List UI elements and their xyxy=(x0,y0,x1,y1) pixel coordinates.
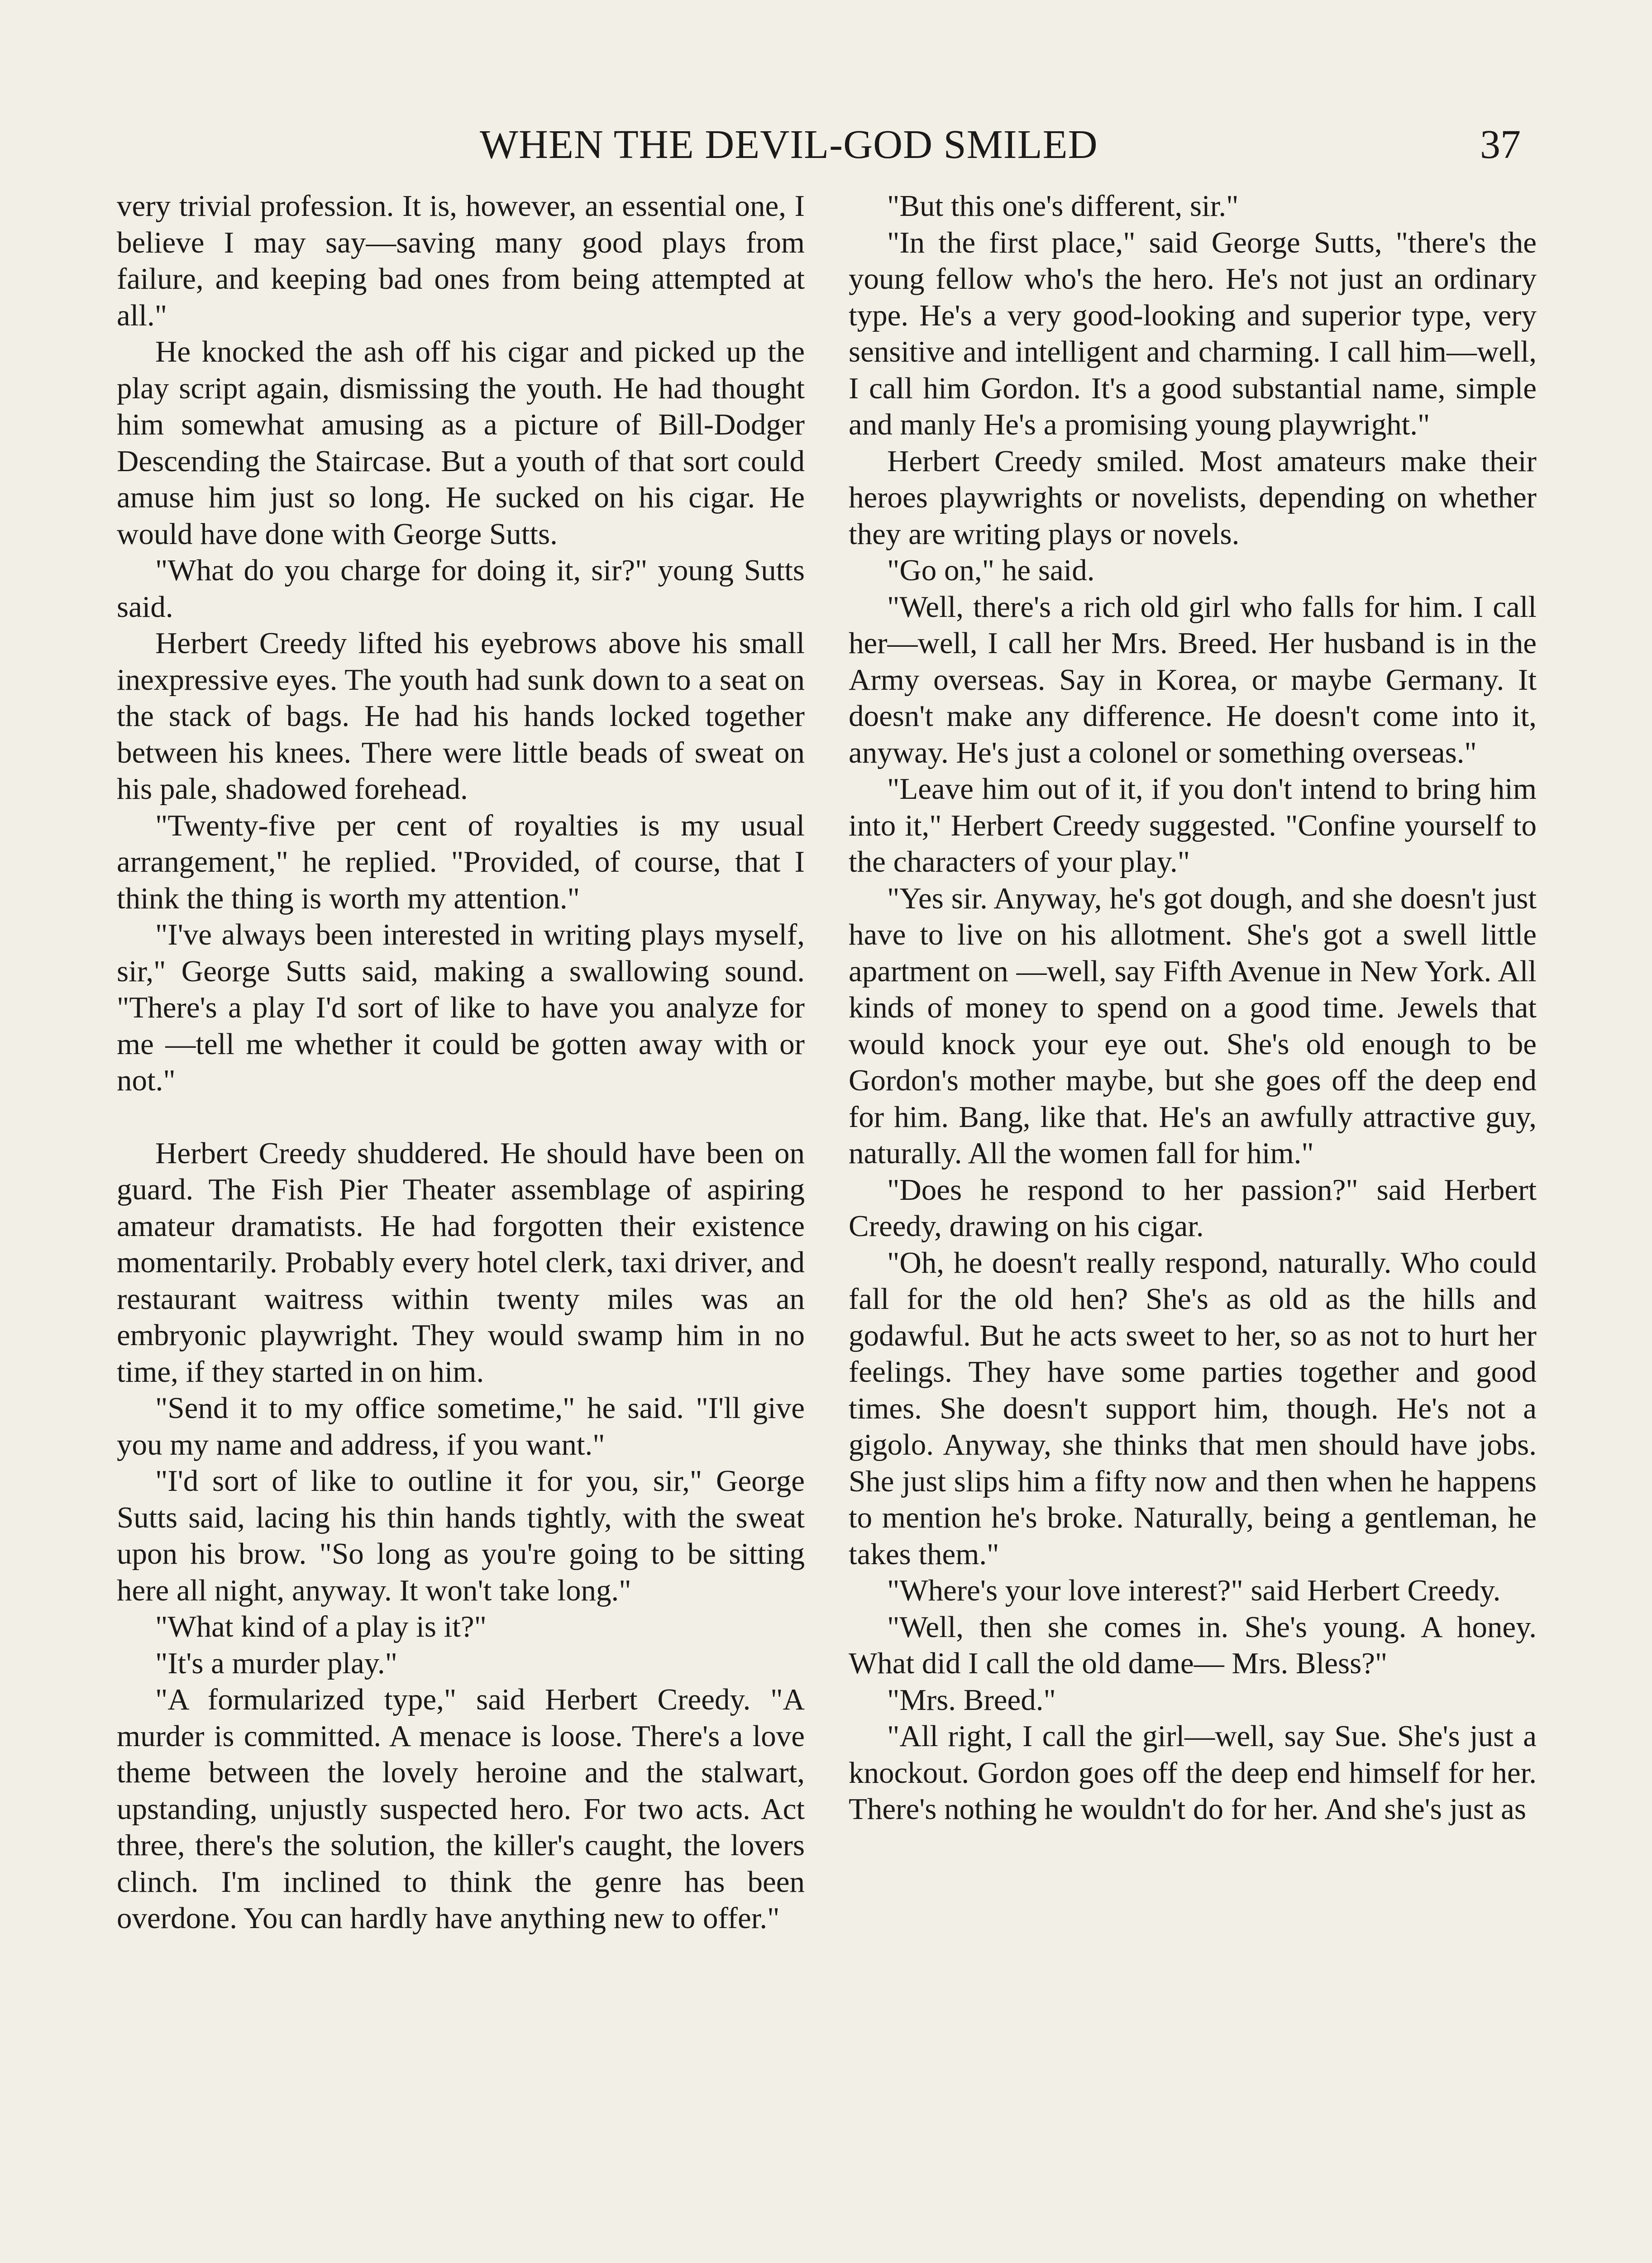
paragraph: "But this one's different, sir." xyxy=(887,189,1239,223)
paragraph: "A formularized type," said Herbert Creedy. "A murder is committed. A menace is loose. There's a love theme between the lovely heroine and the stalwart, upstanding, unjustly suspected hero. For two acts. Act three, there's the solution, the killer's caught, the lovers clinch. I'm inclined to think the genre has been overdone. You can hardly have anything new to offer." xyxy=(117,1683,805,1935)
running-title: WHEN THE DEVIL-GOD SMILED xyxy=(480,122,1098,167)
paragraph: "Where's your love interest?" said Herbert Creedy. xyxy=(887,1574,1501,1607)
paragraph: "Well, then she comes in. She's young. A honey. What did I call the old dame— Mrs. Bless?" xyxy=(849,1610,1537,1680)
left-column xyxy=(117,188,805,2263)
paragraph: "I've always been interested in writing plays myself, sir," George Sutts said, making a swallowing sound. "There's a play I'd sort of like to have you analyze for me —tell me whether it could be gotten away with or not." xyxy=(117,918,805,1097)
paragraph: Herbert Creedy smiled. Most amateurs make their heroes playwrights or novelists, depending on whether they are writing plays or novels. xyxy=(849,444,1537,551)
paragraph: "Well, there's a rich old girl who falls for him. I call her—well, I call her Mrs. Breed. Her husband is in the Army overseas. Say in Korea, or maybe Germany. It doesn't make any difference. He doesn't come into it, anyway. He's just a colonel or something overseas." xyxy=(849,590,1537,769)
paragraph: "What do you charge for doing it, sir?" young Sutts said. xyxy=(117,554,805,624)
paragraph: very trivial profession. It is, however, an essential one, I believe I may say—saving many good plays from failure, and keeping bad ones from being attempted at all." xyxy=(117,189,805,332)
paragraph: "I'd sort of like to outline it for you, sir," George Sutts said, lacing his thin hands tightly, with the sweat upon his brow. "So long as you're going to be sitting here all night, anyway. It won't take long." xyxy=(117,1464,805,1607)
paragraph: "Mrs. Breed." xyxy=(887,1683,1056,1717)
paragraph: Herbert Creedy lifted his eyebrows above his small inexpressive eyes. The youth had sunk down to a seat on the stack of bags. He had his hands locked together between his knees. There were little beads of sweat on his pale, shadowed forehead. xyxy=(117,626,805,806)
page-number: 37 xyxy=(1480,122,1521,167)
paragraph: Herbert Creedy shuddered. He should have been on guard. The Fish Pier Theater assemblage of aspiring amateur dramatists. He had forgotten their existence momentarily. Probably every hotel clerk, taxi driver, and restaurant waitress within twenty miles was an embryonic playwright. They would swamp him in no time, if they started in on him. xyxy=(117,1136,805,1389)
running-header xyxy=(0,115,1652,174)
paragraph: "What kind of a play is it?" xyxy=(155,1610,487,1643)
paragraph: "In the first place," said George Sutts, "there's the young fellow who's the hero. He's not just an ordinary type. He's a very good-looking and superior type, very sensitive and intelligent and charming. I call him—well, I call him Gordon. It's a good substantial name, simple and manly He's a promising young playwright." xyxy=(849,225,1537,441)
paragraph: "Send it to my office sometime," he said. "I'll give you my name and address, if you want." xyxy=(117,1391,805,1461)
paragraph: "Leave him out of it, if you don't intend to bring him into it," Herbert Creedy suggested. "Confine yourself to the characters of your play." xyxy=(849,772,1537,878)
paragraph: "Go on," he said. xyxy=(887,554,1095,587)
paragraph: "Yes sir. Anyway, he's got dough, and she doesn't just have to live on his allotment. She's got a swell little apartment on —well, say Fifth Avenue in New York. All kinds of money to spend on a good time. Jewels that would knock your eye out. She's old enough to be Gordon's mother maybe, but she goes off the deep end for him. Bang, like that. He's an awfully attractive guy, naturally. All the women fall for him." xyxy=(849,881,1537,1170)
right-column xyxy=(849,188,1537,2263)
paragraph: "Oh, he doesn't really respond, naturally. Who could fall for the old hen? She's as old as the hills and godawful. But he acts sweet to her, so as not to hurt her feelings. They have some parties together and good times. She doesn't support him, though. He's not a gigolo. Anyway, she thinks that men should have jobs. She just slips him a fifty now and then when he happens to mention he's broke. Naturally, being a gentleman, he takes them." xyxy=(849,1246,1537,1571)
paragraph: "All right, I call the girl—well, say Sue. She's just a knockout. Gordon goes off the deep end himself for her. There's nothing he wouldn't do for her. And she's just as xyxy=(849,1719,1537,1826)
paragraph: "Does he respond to her passion?" said Herbert Creedy, drawing on his cigar. xyxy=(849,1173,1537,1243)
paragraph: He knocked the ash off his cigar and picked up the play script again, dismissing the youth. He had thought him somewhat amusing as a picture of Bill-Dodger Descending the Staircase. But a youth of that sort could amuse him just so long. He sucked on his cigar. He would have done with George Sutts. xyxy=(117,335,805,551)
paragraph: "Twenty-five per cent of royalties is my usual arrangement," he replied. "Provided, of course, that I think the thing is worth my attention." xyxy=(117,808,805,915)
paragraph: "It's a murder play." xyxy=(155,1646,397,1680)
